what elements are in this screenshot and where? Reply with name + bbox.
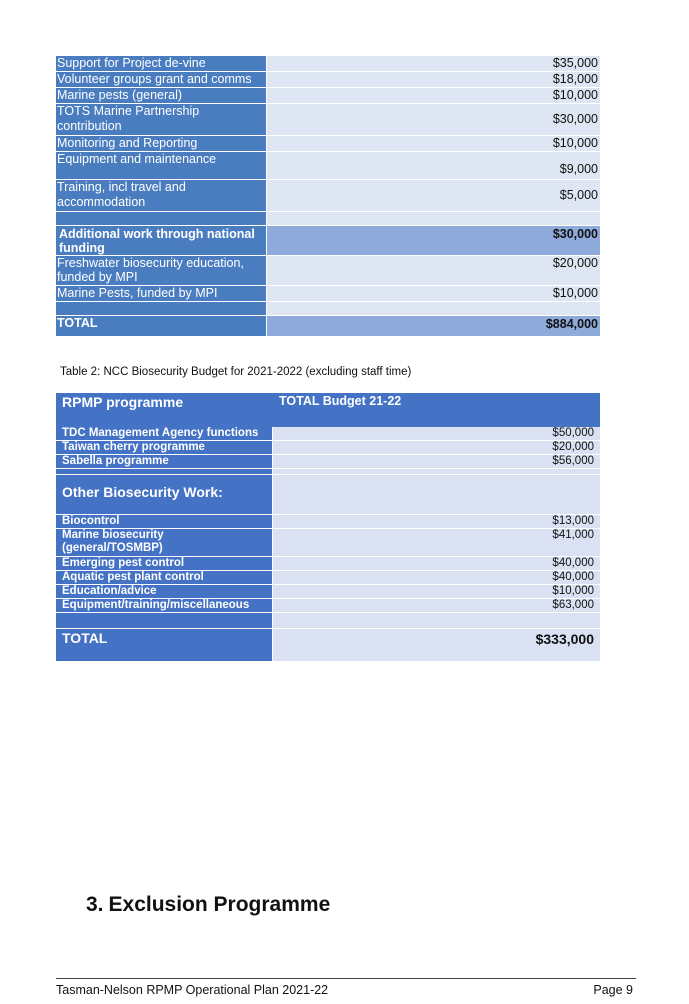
total-value: $884,000: [267, 316, 600, 336]
table-row-total: [56, 316, 600, 336]
row-label: TDC Management Agency functions: [56, 427, 273, 441]
table-row-spacer: [56, 613, 600, 629]
section-title: Exclusion Programme: [108, 893, 331, 916]
row-label: Aquatic pest plant control: [56, 571, 273, 585]
section-heading: [86, 893, 330, 917]
row-value: $50,000: [273, 427, 600, 441]
table-row: [56, 72, 600, 88]
row-label: Biocontrol: [56, 515, 273, 529]
row-label: Freshwater biosecurity education, funded by MPI: [56, 256, 267, 286]
row-label: Support for Project de-vine: [56, 56, 267, 72]
total-label: TOTAL: [56, 316, 267, 336]
row-label: Marine pests (general): [56, 88, 267, 104]
table-row: [56, 455, 600, 469]
row-value: $13,000: [273, 515, 600, 529]
row-value: $10,000: [267, 136, 600, 152]
row-value: [267, 302, 600, 316]
other-biosecurity-heading: Other Biosecurity Work:: [56, 475, 273, 515]
table-row: [56, 557, 600, 571]
row-label: Volunteer groups grant and comms: [56, 72, 267, 88]
row-label: Emerging pest control: [56, 557, 273, 571]
row-label: Equipment and maintenance: [56, 152, 267, 180]
row-label: Monitoring and Reporting: [56, 136, 267, 152]
table-row: [56, 515, 600, 529]
table-header: [56, 393, 600, 427]
table-row: [56, 599, 600, 613]
total-label: TOTAL: [56, 629, 273, 661]
row-value: $30,000: [267, 226, 600, 256]
table-row: [56, 56, 600, 72]
row-label: TOTS Marine Partnership contribution: [56, 104, 267, 136]
row-value: $41,000: [273, 529, 600, 557]
table-row: [56, 529, 600, 557]
total-value: $333,000: [273, 629, 600, 661]
section-number: 3.: [86, 893, 104, 916]
footer-document-title: Tasman-Nelson RPMP Operational Plan 2021-22: [56, 983, 329, 997]
table-row: [56, 212, 600, 226]
table-row: [56, 136, 600, 152]
row-value: $40,000: [273, 557, 600, 571]
row-value: $56,000: [273, 455, 600, 469]
row-label: [56, 212, 267, 226]
row-value: $63,000: [273, 599, 600, 613]
header-rpmp-programme: RPMP programme: [62, 394, 184, 410]
row-value: $5,000: [267, 180, 600, 212]
row-label: Additional work through national funding: [56, 226, 267, 256]
table-row: [56, 585, 600, 599]
table-row-total: [56, 629, 600, 661]
row-value: $20,000: [273, 441, 600, 455]
row-value: $30,000: [267, 104, 600, 136]
row-label: Marine biosecurity (general/TOSMBP): [56, 529, 273, 557]
table-row: [56, 226, 600, 256]
table-row: [56, 302, 600, 316]
row-label: Education/advice: [56, 585, 273, 599]
table-row: [56, 286, 600, 302]
budget-table-2: [56, 393, 600, 661]
row-value: $10,000: [267, 88, 600, 104]
row-label: Equipment/training/miscellaneous: [56, 599, 273, 613]
table-row: [56, 180, 600, 212]
row-value: [267, 212, 600, 226]
table-row: [56, 441, 600, 455]
table-row: [56, 88, 600, 104]
row-label: Taiwan cherry programme: [56, 441, 273, 455]
row-label: [56, 302, 267, 316]
table-row: [56, 256, 600, 286]
footer-divider: [56, 978, 636, 979]
table-row: [56, 104, 600, 136]
row-label: Sabella programme: [56, 455, 273, 469]
table-caption: Table 2: NCC Biosecurity Budget for 2021-2022 (excluding staff time): [60, 366, 412, 378]
row-value: $18,000: [267, 72, 600, 88]
row-value: $9,000: [267, 152, 600, 180]
row-value: $35,000: [267, 56, 600, 72]
footer-page-number: Page 9: [593, 983, 633, 997]
row-label: Marine Pests, funded by MPI: [56, 286, 267, 302]
row-value: $40,000: [273, 571, 600, 585]
row-value: $10,000: [267, 286, 600, 302]
row-value: $20,000: [267, 256, 600, 286]
header-total-budget: TOTAL Budget 21-22: [279, 394, 402, 408]
table-row: [56, 427, 600, 441]
subheading-row: [56, 475, 600, 515]
row-value: $10,000: [273, 585, 600, 599]
table-row: [56, 152, 600, 180]
budget-table-1: [56, 56, 600, 337]
table-row: [56, 571, 600, 585]
row-label: Training, incl travel and accommodation: [56, 180, 267, 212]
